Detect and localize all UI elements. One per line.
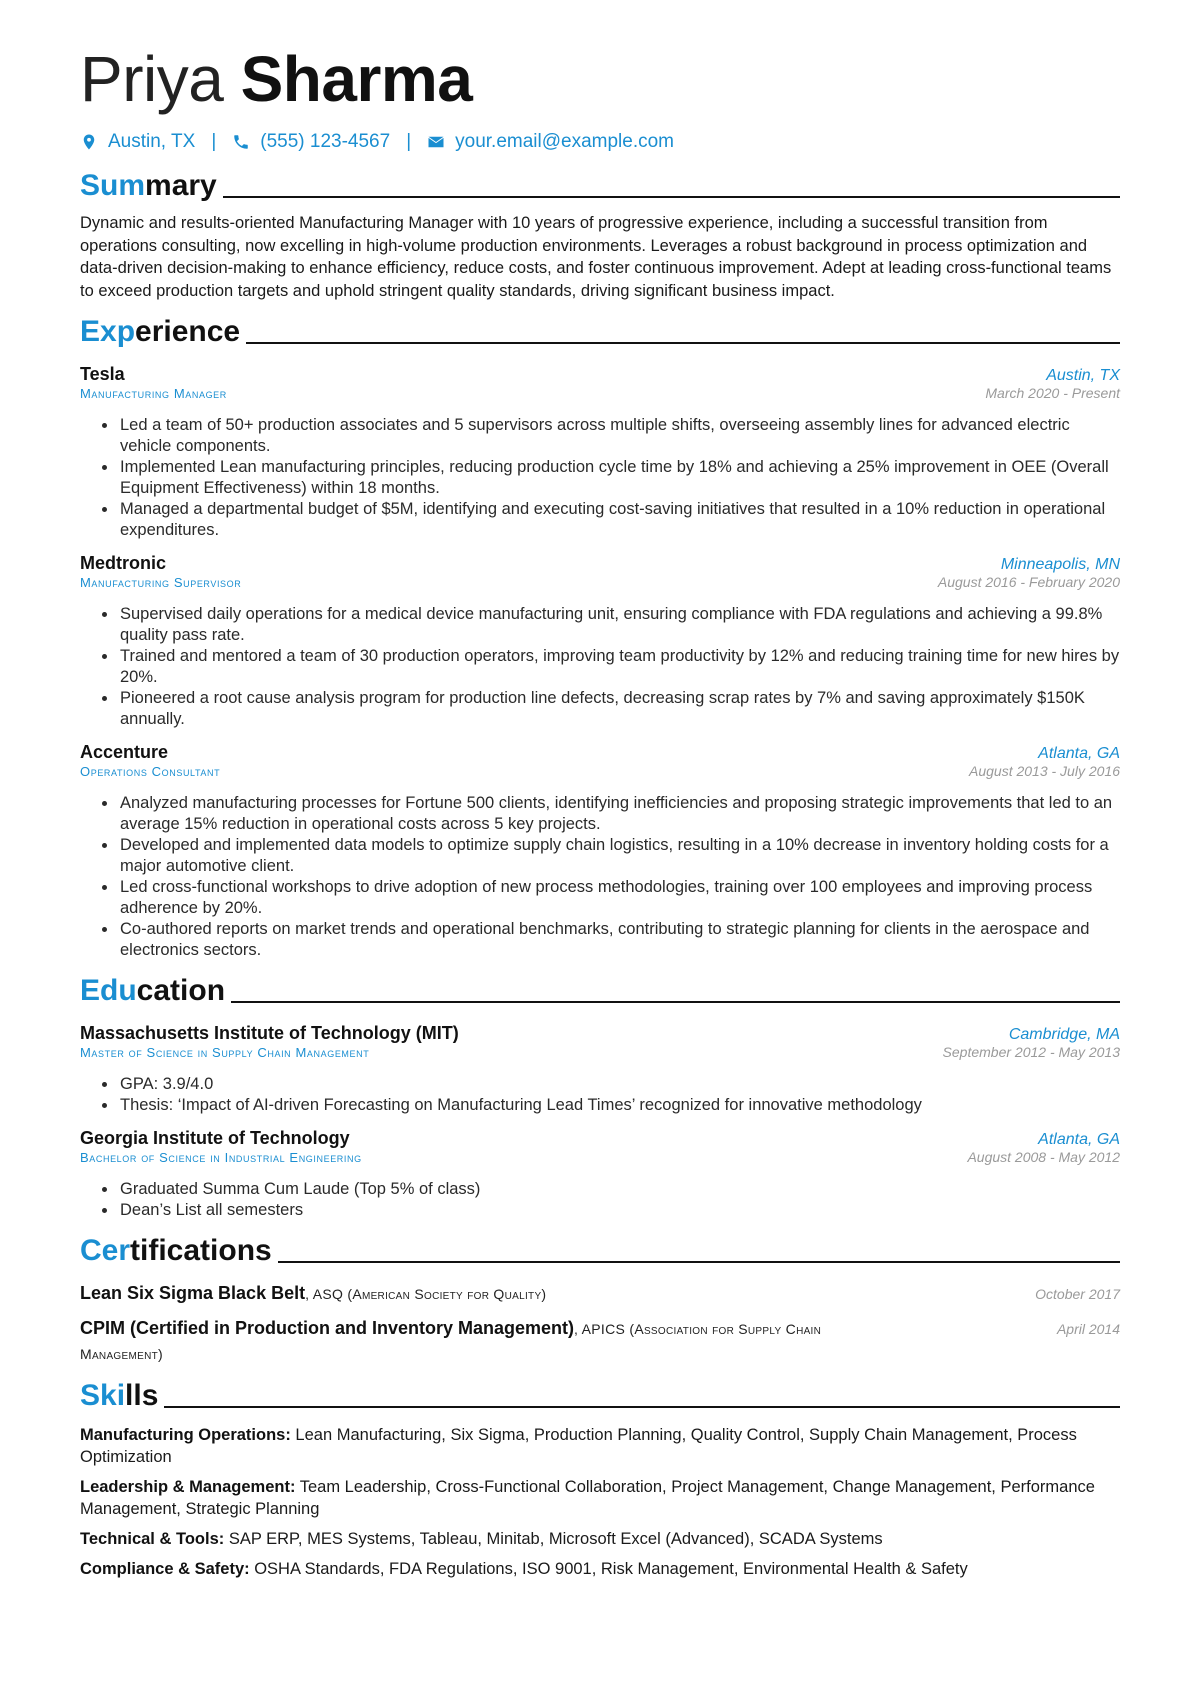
heading-rule [246, 342, 1120, 344]
certification-date: October 2017 [1035, 1286, 1120, 1303]
education-entry [80, 1023, 1120, 1116]
contact-bar [80, 128, 1120, 156]
heading-rest: cation [136, 974, 226, 1008]
heading-rest: erience [135, 315, 241, 349]
education-bullets [80, 1074, 1120, 1116]
job-location: Minneapolis, MN [1000, 556, 1120, 574]
contact-separator: | [211, 131, 217, 152]
bullet-item: • Pioneered a root cause analysis program for production line defects, decreasing scrap rates by 7% and saving approximately $150K annually. [118, 688, 1120, 730]
first-name: Priya [80, 43, 224, 115]
job-bullets [80, 793, 1120, 961]
skill-category: Manufacturing Operations: [80, 1426, 291, 1445]
skill-list: Team Leadership, Cross-Functional Collaboration, Project Management, Change Management, Performance Management, Strategic Planning [80, 1478, 1095, 1519]
school-name: Georgia Institute of Technology [80, 1128, 350, 1149]
bullet-item: • Developed and implemented data models to optimize supply chain logistics, resulting in a 10% decrease in inventory holding costs for a major automotive client. [118, 835, 1120, 877]
bullet-item: • Managed a departmental budget of $5M, identifying and executing cost-saving initiatives that resulted in a 10% reduction in operational expenditures. [118, 499, 1120, 541]
school-name: Massachusetts Institute of Technology (MIT) [80, 1023, 459, 1044]
heading-rule [223, 196, 1120, 198]
heading-rest: mary [145, 169, 217, 202]
bullet-item: • Thesis: ‘Impact of AI-driven Forecasting on Manufacturing Lead Times’ recognized for innovative methodology [118, 1095, 1120, 1116]
job-bullets [80, 604, 1120, 730]
school-dates: September 2012 - May 2013 [942, 1044, 1120, 1061]
skills-heading [80, 1376, 1120, 1416]
contact-separator: | [406, 131, 412, 152]
experience-heading [80, 312, 1120, 352]
heading-rest: tifications [130, 1234, 272, 1268]
bullet-item: • Led cross-functional workshops to drive adoption of new process methodologies, training over 100 employees and improving process adherence by 20%. [118, 877, 1120, 919]
job-entry [80, 553, 1120, 730]
last-name: Sharma [240, 43, 473, 115]
education-entry [80, 1128, 1120, 1221]
heading-rule [278, 1261, 1120, 1263]
candidate-name [80, 40, 1120, 118]
bullet-item: • GPA: 3.9/4.0 [118, 1074, 1120, 1095]
contact-email[interactable] [427, 131, 674, 153]
phone-icon [232, 133, 250, 151]
bullet-item: • Graduated Summa Cum Laude (Top 5% of class) [118, 1179, 1120, 1200]
job-dates: August 2016 - February 2020 [937, 574, 1120, 591]
skill-list: SAP ERP, MES Systems, Tableau, Minitab, Microsoft Excel (Advanced), SCADA Systems [224, 1530, 883, 1549]
job-role: Manufacturing Manager [80, 386, 227, 402]
phone-text: (555) 123-4567 [260, 131, 391, 152]
certification-name: CPIM (Certified in Production and Inventory Management) [80, 1318, 575, 1339]
job-entry [80, 364, 1120, 541]
skill-list: OSHA Standards, FDA Regulations, ISO 9001, Risk Management, Environmental Health & Safety [249, 1560, 968, 1579]
heading-rest: lls [125, 1379, 159, 1413]
education-bullets [80, 1179, 1120, 1221]
contact-phone[interactable] [232, 131, 390, 153]
certification-entry [80, 1281, 1120, 1306]
summary-heading [80, 166, 1120, 206]
certification-issuer: , ASQ (American Society for Quality) [305, 1286, 547, 1303]
bullet-item: • Trained and mentored a team of 30 production operators, improving team productivity by 12% and reducing training time for new hires by 20%. [118, 646, 1120, 688]
contact-location [80, 131, 195, 153]
degree: Master of Science in Supply Chain Management [80, 1045, 370, 1061]
job-dates: March 2020 - Present [985, 385, 1120, 402]
company-name: Accenture [80, 742, 169, 763]
school-dates: August 2008 - May 2012 [967, 1149, 1120, 1166]
skill-category: Leadership & Management: [80, 1478, 296, 1497]
heading-accent: Cer [80, 1234, 131, 1268]
skill-list: Lean Manufacturing, Six Sigma, Production Planning, Quality Control, Supply Chain Management, Process Optimization [80, 1426, 1077, 1467]
certifications-heading [80, 1231, 1120, 1271]
skill-category: Compliance & Safety: [80, 1560, 250, 1579]
envelope-icon [427, 133, 445, 151]
company-name: Medtronic [80, 553, 167, 574]
bullet-item: • Analyzed manufacturing processes for Fortune 500 clients, identifying inefficiencies and proposing strategic improvements that led to an average 15% reduction in operational costs across 5 key projects. [118, 793, 1120, 835]
job-location: Austin, TX [1046, 367, 1120, 385]
heading-accent: Exp [80, 315, 136, 349]
degree: Bachelor of Science in Industrial Engineering [80, 1150, 362, 1166]
job-dates: August 2013 - July 2016 [969, 763, 1120, 780]
email-link[interactable]: your.email@example.com [455, 131, 674, 152]
job-location: Atlanta, GA [1038, 745, 1120, 763]
job-role: Manufacturing Supervisor [80, 575, 242, 591]
heading-rule [231, 1001, 1120, 1003]
bullet-item: • Led a team of 50+ production associates and 5 supervisors across multiple shifts, overseeing assembly lines for advanced electric vehicle components. [118, 415, 1120, 457]
school-location: Cambridge, MA [1008, 1026, 1120, 1044]
bullet-item: • Dean’s List all semesters [118, 1200, 1120, 1221]
certification-entry [80, 1316, 1120, 1366]
job-bullets [80, 415, 1120, 541]
company-name: Tesla [80, 364, 125, 385]
education-heading [80, 971, 1120, 1011]
location-text: Austin, TX [108, 131, 196, 152]
skill-row [80, 1476, 1120, 1520]
certification-issuer: , APICS (Association for Supply Chain Management) [80, 1321, 822, 1363]
job-role: Operations Consultant [80, 764, 221, 780]
bullet-item: • Co-authored reports on market trends and operational benchmarks, contributing to strategic planning for clients in the aerospace and electronics sectors. [118, 919, 1120, 961]
bullet-item: • Implemented Lean manufacturing principles, reducing production cycle time by 18% and achieving a 25% improvement in OEE (Overall Equipment Effectiveness) within 18 months. [118, 457, 1120, 499]
resume-page [80, 40, 1120, 1580]
job-entry [80, 742, 1120, 961]
skill-row [80, 1424, 1120, 1468]
map-pin-icon [80, 133, 98, 151]
certification-name: Lean Six Sigma Black Belt [80, 1283, 306, 1304]
school-location: Atlanta, GA [1038, 1131, 1120, 1149]
skill-category: Technical & Tools: [80, 1530, 225, 1549]
skill-row [80, 1528, 1120, 1550]
heading-rule [164, 1406, 1120, 1408]
heading-accent: Sum [80, 169, 146, 202]
bullet-item: • Supervised daily operations for a medical device manufacturing unit, ensuring compliance with FDA regulations and achieving a 99.8% quality pass rate. [118, 604, 1120, 646]
skill-row [80, 1558, 1120, 1580]
heading-accent: Ski [80, 1379, 126, 1413]
certification-date: April 2014 [1056, 1321, 1120, 1338]
summary-text: Dynamic and results-oriented Manufacturing Manager with 10 years of progressive experience, including a successful transition from operations consulting, now excelling in high-volume production environments. Leverages a robust background in process optimization and data-driven decision-making to enhance efficiency, reduce costs, and foster continuous improvement. Adept at leading cross-functional teams to exceed production targets and uphold stringent quality standards, driving significant business impact. [80, 214, 1112, 300]
heading-accent: Edu [80, 974, 137, 1008]
